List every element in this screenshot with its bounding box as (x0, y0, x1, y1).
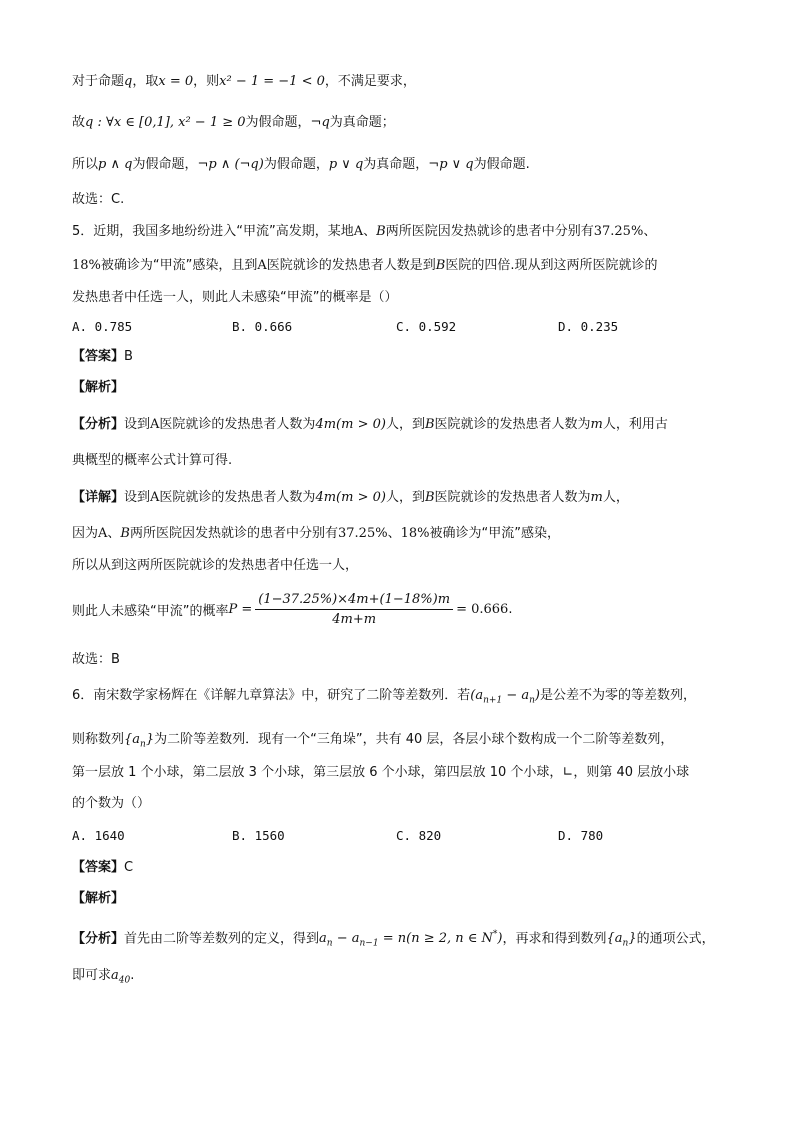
text: 第一层放 1 个小球，第二层放 3 个小球，第三层放 6 个小球，第四层放 10 个小球， (72, 765, 563, 780)
question-5-line (72, 222, 656, 242)
answer-tag: 【答案】 (72, 860, 125, 875)
analysis-line (72, 378, 124, 398)
xiangjie-line (72, 524, 560, 544)
math: A (353, 224, 364, 239)
math: m (590, 417, 603, 432)
answer-tag: 【答案】 (72, 349, 125, 364)
text: 为二阶等差数列．现有一个“三角垛”，共有 40 层，各层小球个数构成一个二阶等差数列， (154, 732, 674, 747)
math: x² − 1 = −1 < 0 (219, 74, 325, 89)
option-c: C. 0.592 (396, 319, 457, 334)
option-d: D. 0.235 (558, 319, 619, 334)
text: ，则 (193, 74, 220, 89)
text: 为假命题， (263, 157, 329, 172)
math: ¬q (310, 115, 330, 130)
math: B (376, 224, 386, 239)
text: 故 (72, 115, 86, 130)
text-line (72, 113, 395, 133)
math: (m > 0) (336, 490, 386, 505)
text: 被确诊为“甲流”感染，且到 (100, 258, 258, 273)
text: . (130, 968, 135, 983)
text: . (508, 602, 513, 617)
question-6-line (72, 730, 673, 755)
choice-line (72, 190, 124, 210)
text: 为真命题； (329, 115, 395, 130)
math: 37.25% (593, 224, 644, 239)
text: 为假命题， (245, 115, 311, 130)
subscript: 40 (118, 975, 131, 986)
math: B (424, 490, 435, 505)
math: q : ∀x ∈ [0,1], x² − 1 ≥ 0 (85, 115, 246, 130)
analysis-tag: 【解析】 (72, 891, 125, 906)
text: 、 (643, 224, 657, 239)
text: 设到 (124, 417, 151, 432)
text: ，再求和得到数列 (502, 931, 607, 947)
question-5-line (72, 256, 658, 276)
text: 所以 (72, 157, 99, 172)
xiangjie-line (72, 556, 358, 576)
analysis-tag: 【解析】 (72, 380, 125, 395)
fraction (255, 592, 453, 627)
fenxi-tag: 【分析】 (72, 931, 125, 947)
text: 被确诊为“甲流”感染， (429, 526, 560, 541)
option-b: B. 1560 (232, 828, 285, 843)
math: − a (502, 688, 530, 703)
text: 为真命题， (363, 157, 429, 172)
math: A (98, 526, 108, 541)
text: 医院就诊的发热患者人数为 (159, 417, 316, 432)
option-a: A. 1640 (72, 828, 125, 843)
subscript: n−1 (359, 938, 379, 949)
text: 医院就诊的发热患者人数为 (434, 417, 591, 432)
text: 为假命题， (132, 157, 198, 172)
subscript: n+1 (483, 695, 503, 706)
math (470, 688, 540, 706)
text-line (72, 155, 530, 175)
probability-formula-line (72, 592, 512, 627)
math: A (257, 258, 267, 273)
math: (m > 0) (336, 417, 386, 432)
answer-value: B (124, 349, 133, 364)
answer-line (72, 347, 133, 367)
text: 对于命题 (72, 74, 125, 89)
choice-line (72, 650, 120, 670)
text: ，则第 40 层放小球 (573, 765, 690, 780)
text: 即可求 (72, 968, 112, 983)
math: B (435, 258, 446, 273)
text: 因为 (72, 526, 99, 541)
text: ，不满足要求， (324, 74, 416, 89)
text: 则称数列 (72, 732, 125, 747)
text: 医院的四倍.现从到这两所医院就诊的 (445, 258, 658, 273)
text: 两所医院因发热就诊的患者中分别有 (385, 224, 594, 239)
math: a (319, 931, 327, 947)
text: 、 (363, 224, 377, 239)
text: 则此人未感染“甲流”的概率 (72, 604, 229, 619)
math: {a (124, 732, 141, 747)
fenxi-line (72, 415, 668, 435)
text: 人，利用古 (602, 417, 668, 432)
text: 发热患者中任选一人，则此人未感染“甲流”的概率是（） (72, 290, 398, 305)
math: A (150, 417, 160, 432)
question-5-line (72, 288, 397, 308)
subscript: n (529, 695, 535, 706)
text: 故选：B (72, 652, 120, 667)
text: 设到 (124, 490, 151, 505)
math: m (590, 490, 603, 505)
fenxi-line (72, 966, 134, 991)
subscript: n (622, 938, 629, 949)
math: a (111, 968, 119, 983)
fraction-denominator: 4m+m (332, 612, 377, 627)
math (319, 930, 503, 949)
text: ，取 (132, 74, 159, 89)
superscript: * (492, 930, 498, 940)
text-line (72, 72, 416, 92)
math: 4m (315, 490, 337, 505)
text: 人，到 (385, 490, 425, 505)
text: 的通项公式， (636, 931, 715, 947)
math: } (628, 931, 637, 947)
answer-value: C (124, 860, 134, 875)
subscript: n (140, 739, 146, 750)
subscript: n (326, 938, 333, 949)
analysis-line (72, 889, 124, 909)
text: 医院就诊的发热患者人数为 (159, 490, 316, 505)
text: 6．南宋数学家杨辉在《详解九章算法》中，研究了二阶等差数列．若 (72, 688, 471, 703)
text: 人，到 (385, 417, 425, 432)
math: p ∨ q (328, 157, 364, 172)
text: 是公差不为零的等差数列， (539, 688, 696, 703)
option-d: D. 780 (558, 828, 604, 843)
text: 人， (602, 490, 629, 505)
math (124, 732, 155, 750)
option-b: B. 0.666 (232, 319, 293, 334)
text: 5．近期，我国多地纷纷进入“甲流”高发期，某地 (72, 224, 354, 239)
text: 典概型的概率公式计算可得. (72, 453, 233, 468)
math: (a (470, 688, 484, 703)
text: 为假命题. (473, 157, 530, 172)
math (111, 968, 131, 986)
option-c: C. 820 (396, 828, 442, 843)
question-6-line (72, 794, 150, 814)
math: 18% (72, 258, 101, 273)
text: 故选：C. (72, 192, 125, 207)
math: B (120, 526, 130, 541)
question-6-line (72, 686, 696, 711)
math: B (424, 417, 435, 432)
text: ∟ (562, 765, 574, 780)
option-a: A. 0.785 (72, 319, 133, 334)
math: x = 0 (158, 74, 194, 89)
math: 18% (400, 526, 430, 541)
question-6-line (72, 763, 689, 783)
math: ) (497, 931, 503, 947)
math: } (145, 732, 155, 747)
math: {a (606, 931, 623, 947)
math: = n (378, 931, 407, 947)
math: ¬p ∨ q (428, 157, 474, 172)
text: 医院就诊的发热患者人数是到 (266, 258, 436, 273)
answer-line (72, 858, 133, 878)
text: 首先由二阶等差数列的定义，得到 (124, 931, 320, 947)
math (606, 931, 637, 949)
fenxi-line (72, 451, 232, 471)
math: ¬p ∧ (¬q) (197, 157, 264, 172)
xiangjie-tag: 【详解】 (72, 490, 125, 505)
math: P = (228, 602, 253, 617)
text: 所以从到这两所医院就诊的发热患者中任选一人， (72, 558, 359, 573)
text: 的个数为（） (72, 796, 151, 811)
math: = 0.666 (456, 602, 509, 617)
text: 两所医院因发热就诊的患者中分别有 (129, 526, 338, 541)
fenxi-tag: 【分析】 (72, 417, 125, 432)
fenxi-line (72, 925, 715, 954)
text: 、 (107, 526, 121, 541)
math: q (124, 74, 133, 89)
fraction-numerator: (1−37.25%)×4m+(1−18%)m (255, 592, 453, 610)
xiangjie-line (72, 488, 629, 508)
math: 4m (315, 417, 337, 432)
math: A (150, 490, 160, 505)
math: p ∧ q (98, 157, 133, 172)
math: (n ≥ 2, n ∈ N (406, 931, 493, 947)
text: 、 (387, 526, 401, 541)
math: ) (534, 688, 540, 703)
math: 37.25% (338, 526, 388, 541)
text: 医院就诊的发热患者人数为 (434, 490, 591, 505)
math: − a (332, 931, 360, 947)
